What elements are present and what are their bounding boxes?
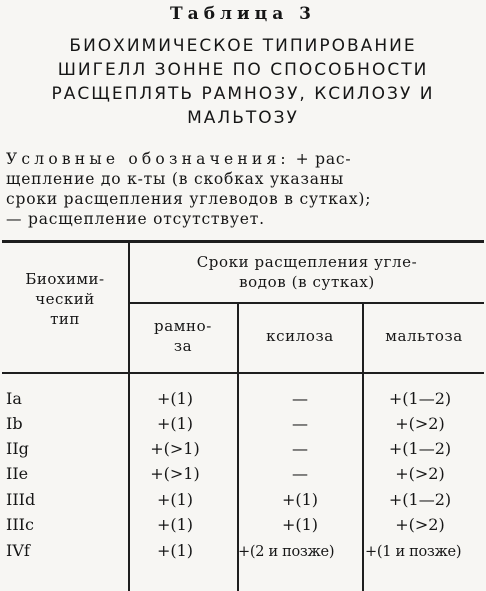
- header-line: водов (в сутках): [239, 273, 375, 291]
- cell-ksiloza: —: [292, 389, 308, 408]
- title-line: МАЛЬТОЗУ: [187, 108, 299, 128]
- header-ksiloza: [239, 326, 361, 346]
- cell-ksiloza: —: [292, 464, 308, 483]
- cell-type: Ib: [6, 414, 23, 433]
- header-line: тип: [50, 310, 80, 328]
- legend-label: Условные обозначения:: [6, 150, 290, 168]
- legend: [6, 149, 482, 229]
- cell-type: Ia: [6, 389, 22, 408]
- cell-ramnoza: +(1): [156, 515, 194, 534]
- header-line: мальтоза: [385, 327, 463, 345]
- cell-ramnoza: +(1): [156, 490, 194, 509]
- cell-maltoza: +(>2): [395, 414, 445, 433]
- header-split-time: [130, 252, 484, 292]
- header-line: за: [173, 337, 193, 355]
- table-header-rule: [2, 372, 484, 374]
- legend-text: щепление до к-ты (в скобках указаны: [6, 170, 344, 188]
- header-line: Биохими-: [25, 270, 105, 288]
- cell-ksiloza: —: [292, 439, 308, 458]
- cell-maltoza: +(>2): [395, 464, 445, 483]
- table-number: Таблица 3: [170, 4, 316, 24]
- legend-text: + рас-: [289, 150, 352, 168]
- cell-ramnoza: +(>1): [150, 464, 200, 483]
- cell-maltoza: +(1—2): [388, 490, 452, 509]
- cell-type: IVf: [6, 541, 30, 560]
- header-ramnoza: [130, 316, 236, 356]
- cell-ksiloza: +(1): [281, 515, 319, 534]
- cell-maltoza: +(>2): [395, 515, 445, 534]
- title-line: РАСЩЕПЛЯТЬ РАМНОЗУ, КСИЛОЗУ И: [51, 84, 435, 104]
- cell-ramnoza: +(1): [156, 389, 194, 408]
- table-group-rule: [129, 302, 484, 304]
- cell-maltoza: +(1 и позже): [365, 544, 462, 560]
- cell-type: IIg: [6, 439, 29, 458]
- legend-text: — расщепление отсутствует.: [6, 210, 265, 228]
- cell-type: IIIc: [6, 515, 34, 534]
- cell-maltoza: +(1—2): [388, 439, 452, 458]
- cell-ksiloza: —: [292, 414, 308, 433]
- header-line: ксилоза: [266, 327, 334, 345]
- cell-ksiloza: +(2 и позже): [238, 544, 335, 560]
- cell-type: IIe: [6, 464, 29, 483]
- header-line: ческий: [35, 290, 95, 308]
- cell-maltoza: +(1—2): [388, 389, 452, 408]
- header-line: рамно-: [154, 317, 212, 335]
- title-line: БИОХИМИЧЕСКОЕ ТИПИРОВАНИЕ: [69, 36, 417, 56]
- table-title: [4, 34, 482, 130]
- title-line: ШИГЕЛЛ ЗОННЕ ПО СПОСОБНОСТИ: [57, 60, 429, 80]
- cell-ramnoza: +(>1): [150, 439, 200, 458]
- header-maltoza: [364, 326, 484, 346]
- cell-type: IIId: [6, 490, 36, 509]
- cell-ramnoza: +(1): [156, 414, 194, 433]
- cell-ramnoza: +(1): [156, 541, 194, 560]
- header-biochemical-type: [4, 269, 126, 329]
- table-top-rule: [2, 240, 484, 243]
- legend-text: сроки расщепления углеводов в сутках);: [6, 190, 372, 208]
- cell-ksiloza: +(1): [281, 490, 319, 509]
- header-line: Сроки расщепления угле-: [196, 253, 418, 271]
